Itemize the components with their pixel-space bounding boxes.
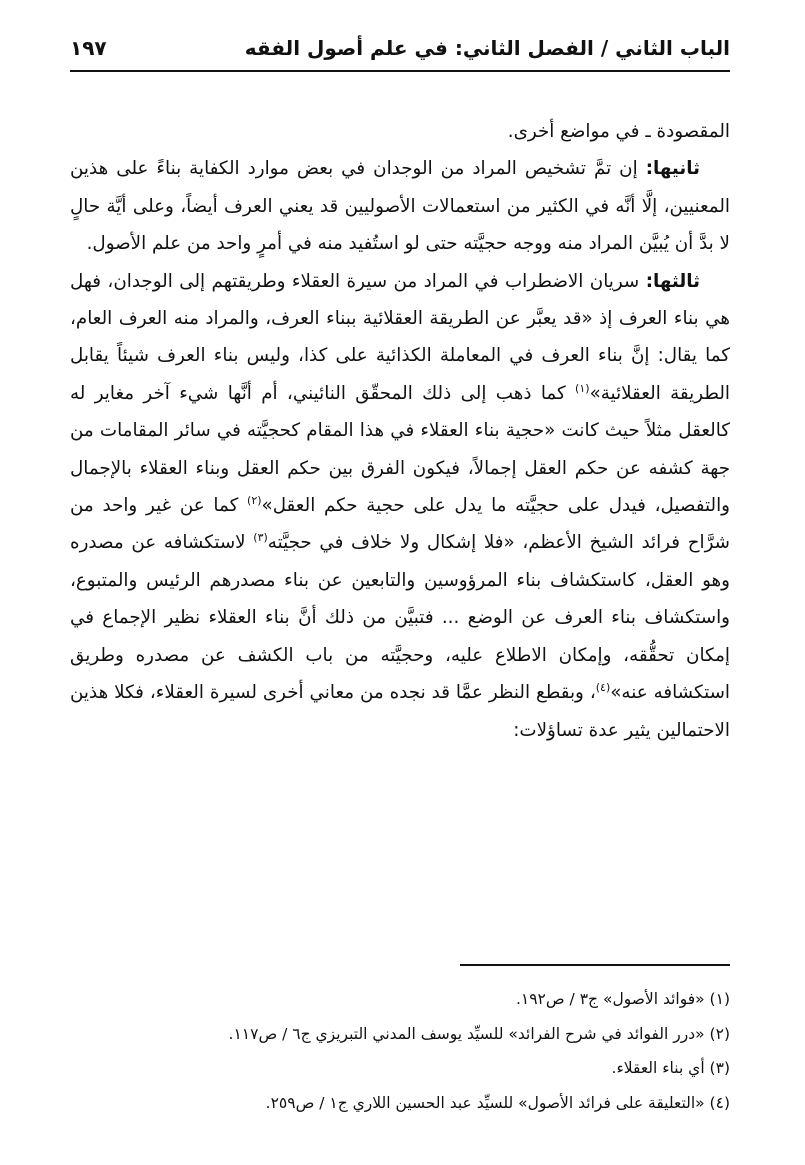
running-header xyxy=(70,28,730,68)
footnote-separator xyxy=(460,964,730,966)
footnote-ref-2[interactable]: (٢) xyxy=(247,493,262,507)
paragraph-2 xyxy=(70,150,730,262)
footnote-3: (٣) أي بناء العقلاء. xyxy=(611,1059,730,1078)
paragraph-1-text: المقصودة ـ في مواضع أخرى. xyxy=(507,121,730,142)
footnote-1: (١) «فوائد الأصول» ج٣ / ص١٩٢. xyxy=(515,990,730,1008)
footnote-ref-1[interactable]: (١) xyxy=(575,381,590,395)
footnote-ref-4[interactable]: (٤) xyxy=(595,681,611,694)
paragraph-2-text: إن تمَّ تشخيص المراد من الوجدان في بعض موارد الكفاية بناءً على هذين المعنيين، إلَّا أنَّه في الكثير من استعمالات الأصوليين قد يعني العرف أيضاً، وعلى أيَّة حالٍ لا بدَّ أن يُبيَّن المراد منه ووجه حجيَّته حتى لو استُفيد منه في أمرٍ واحد من علم الأصول. xyxy=(70,158,730,255)
paragraph-2-label: ثانيها: xyxy=(645,158,700,180)
footnote-ref-3[interactable]: (٣) xyxy=(253,531,268,545)
main-text xyxy=(70,113,730,749)
paragraph-3-label: ثالثها: xyxy=(645,270,700,292)
paragraph-3-text-a: سريان الاضطراب في المراد من سيرة العقلاء وطريقتهم إلى الوجدان، فهل هي بناء العرف إذ «قد يعبَّر عن الطريقة العقلائية ببناء العرف، والمراد منه العرف العام، كما يقال: إنَّ بناء العرف في المعاملة الكذائية على كذا، وليس بناء العرف شيئاً يقابل الطريقة العقلائية» xyxy=(70,270,730,404)
footnote-4: (٤) «التعليقة على فرائد الأصول» للسيِّد عبد الحسين اللاري ج١ / ص٢٥٩. xyxy=(265,1094,730,1113)
paragraph-3-text-c: كما عن غير واحد من شرَّاح فرائد الشيخ الأعظم، «فلا إشكال ولا خلاف في حجيَّته xyxy=(70,495,730,554)
paragraph-3 xyxy=(70,263,730,749)
header-rule xyxy=(70,70,730,72)
paragraph-1 xyxy=(70,113,730,150)
chapter-title: الباب الثاني / الفصل الثاني: في علم أصول الفقه xyxy=(244,36,730,60)
paragraph-3-text-b: كما ذهب إلى ذلك المحقّق النائيني، أم أنَّها شيء آخر مغاير له كالعقل مثلاً حيث كانت «حجية بناء العقلاء في هذا المقام كحجيَّته في سائر المقامات من جهة كشفه عن حكم العقل إجمالاً، فيكون الفرق بين حكم العقل وبناء العقلاء بالإجمال والتفصيل، فيدل على حجيَّته ما يدل على حجية حكم العقل» xyxy=(70,382,730,517)
footnotes xyxy=(70,982,730,1121)
page-number: ١٩٧ xyxy=(70,36,107,60)
paragraph-3-text-e: ، وبقطع النظر عمَّا قد نجده من معاني أخرى لسيرة العقلاء، فكلا هذين الاحتمالين يثير عدة تساؤلات: xyxy=(70,682,730,741)
paragraph-3-text-d: لاستكشافه عن مصدره وهو العقل، كاستكشاف بناء المرؤوسين والتابعين عن بناء مصدرهم الرئيس والمتبوع، واستكشاف بناء العرف عن الوضع ... فتبيَّن من ذلك أنَّ بناء العقلاء نظير الإجماع في إمكان تحقُّقه، وإمكان الاطلاع عليه، وحجيَّته من باب الكشف عن مصدره وطريق استكشافه عنه» xyxy=(70,532,730,704)
footnote-2: (٢) «درر الفوائد في شرح الفرائد» للسيِّد يوسف المدني التبريزي ج٦ / ص١١٧. xyxy=(228,1024,730,1043)
